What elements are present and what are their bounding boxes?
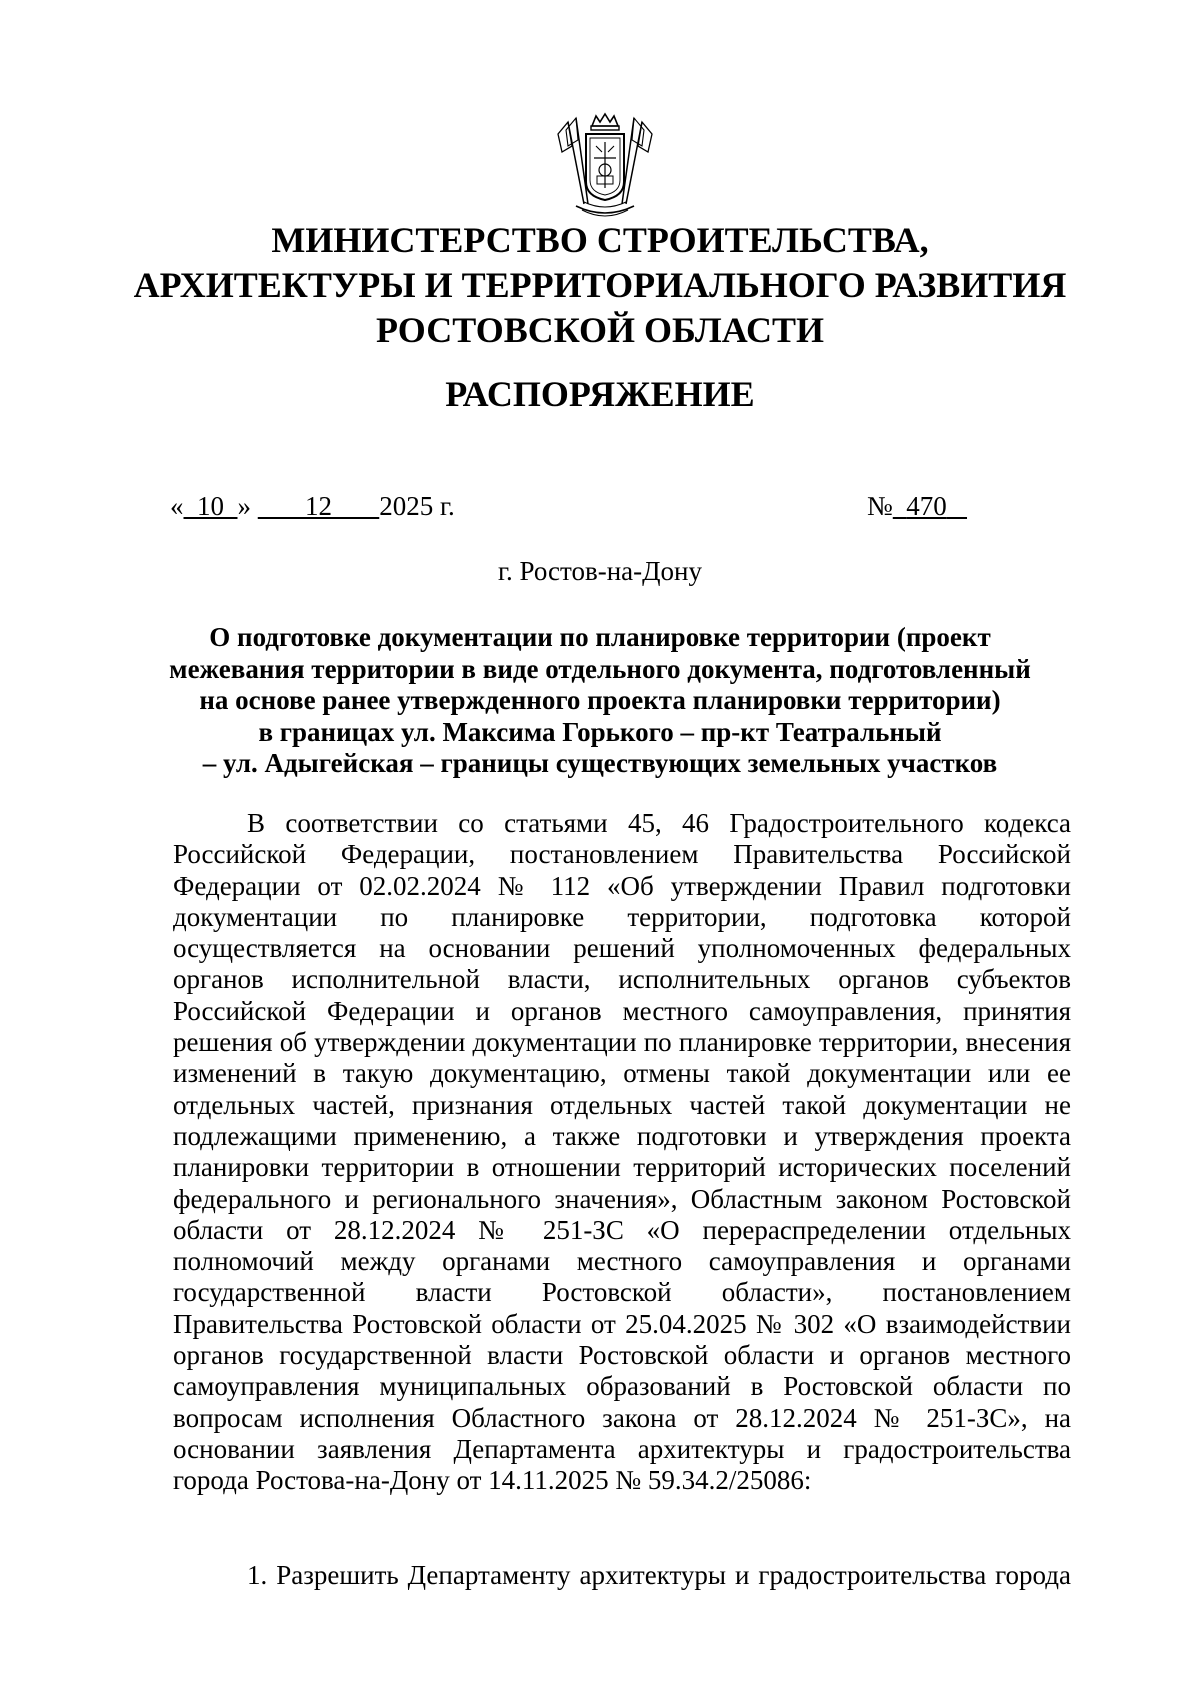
date-month: 12	[305, 491, 332, 521]
city-line: г. Ростов-на-Дону	[497, 556, 702, 586]
date-close-quote: »	[237, 491, 251, 521]
ministry-name	[60, 218, 1140, 353]
subject-line: на основе ранее утвержденного проекта планировки территории)	[199, 685, 1001, 715]
ministry-name-line: АРХИТЕКТУРЫ И ТЕРРИТОРИАЛЬНОГО РАЗВИТИЯ	[133, 265, 1067, 305]
subject-heading	[120, 622, 1080, 780]
date-open-quote: «	[170, 491, 184, 521]
number-value: 470	[906, 491, 947, 521]
ministry-name-line: МИНИСТЕРСТВО СТРОИТЕЛЬСТВА,	[271, 220, 929, 260]
date-year: 2025 г.	[379, 491, 455, 521]
coat-of-arms-emblem	[554, 112, 656, 224]
date-day-underline	[184, 491, 238, 521]
clause-1-paragraph	[173, 1560, 1071, 1591]
coat-of-arms-icon	[554, 112, 656, 224]
subject-line: межевания территории в виде отдельного документа, подготовленный	[169, 653, 1031, 684]
number-symbol: №	[867, 491, 893, 521]
subject-line: – ул. Адыгейская – границы существующих земельных участков	[202, 748, 998, 778]
preamble-text: В соответствии со статьями 45, 46 Градостроительного кодекса Российской Федерации, постановлением Правительства Российской Федерации от 02.02.2024 № 112 «Об утверждении Правил подготовки документации по планировке территории, подготовка которой осуществляется на основании решений уполномоченных федеральных органов исполнительной власти, исполнительных органов субъектов Российской Федерации и органов местного самоуправления, принятия решения об утверждении документации по планировке территории, внесения изменений в такую документацию, отмены такой документации или ее отдельных частей, признания отдельных частей такой документации не подлежащими применению, а также подготовки и утверждения проекта планировки территории в отношении территорий исторических поселений федерального и регионального значения», Областным законом Ростовской области от 28.12.2024 № 251-ЗС «О перераспределении отдельных полномочий между органами местного самоуправления и органами государственной власти Ростовской области», постановлением Правительства Ростовской области от 25.04.2025 № 302 «О взаимодействии органов государственной власти Ростовской области и органов местного самоуправления муниципальных образований в Ростовской области по вопросам исполнения Областного закона от 28.12.2024 № 251-ЗС», на основании заявления Департамента архитектуры и градостроительства города Ростова-на-Дону от 14.11.2025 № 59.34.2/25086:	[173, 808, 1071, 1496]
document-number	[867, 489, 967, 523]
number-underline	[893, 491, 967, 521]
clause-1-text: 1. Разрешить Департаменту архитектуры и градостроительства города	[247, 1560, 1071, 1590]
preamble-paragraph	[173, 808, 1071, 1497]
subject-line: в границах ул. Максима Горького – пр-кт Театральный	[258, 716, 942, 747]
document-type-title: РАСПОРЯЖЕНИЕ	[445, 374, 755, 414]
subject-line: О подготовке документации по планировке территории (проект	[209, 622, 991, 652]
ministry-name-line: РОСТОВСКОЙ ОБЛАСТИ	[376, 310, 824, 350]
date-day: 10	[197, 491, 224, 521]
date-month-underline	[258, 491, 380, 521]
document-date	[170, 489, 455, 523]
